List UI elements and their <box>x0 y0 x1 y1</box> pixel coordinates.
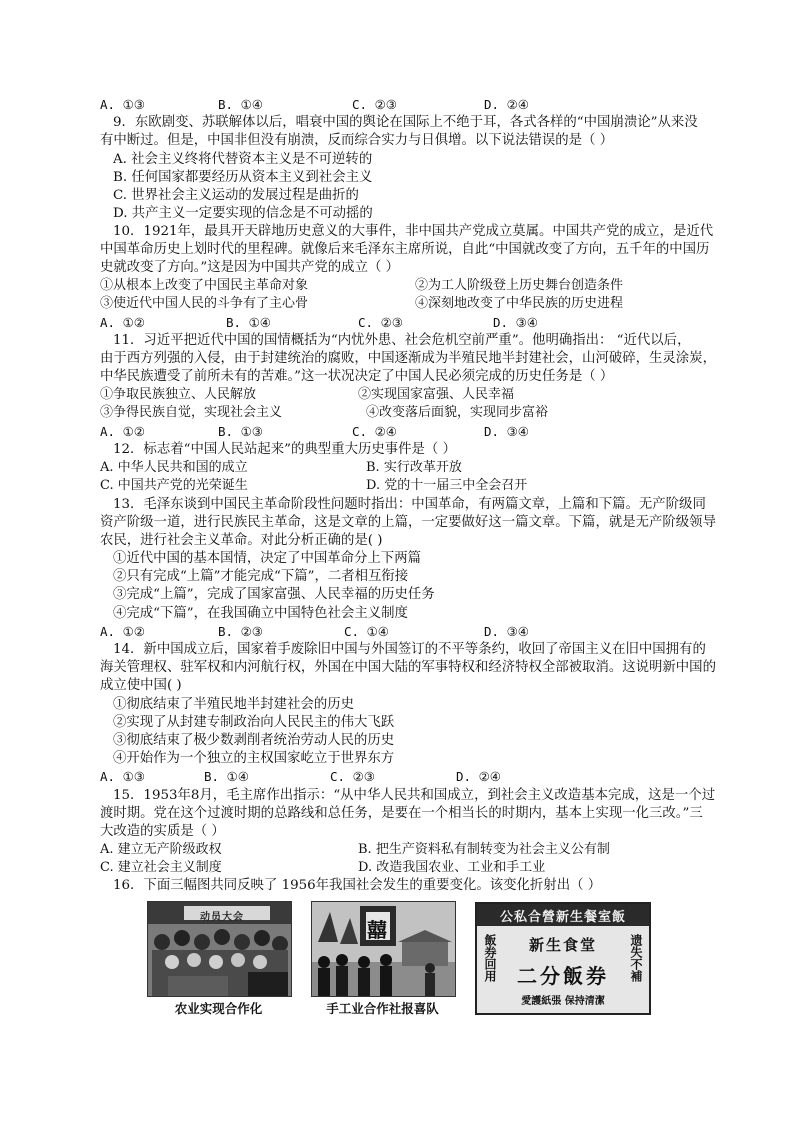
meal-ticket-center-main: 二分飯券 <box>517 964 609 988</box>
q15-stem-line3: 大改造的实质是（ ） <box>100 824 225 839</box>
q11-option-a: A. ①② <box>100 424 145 439</box>
q10-stem-line1: 10．1921年，最具开天辟地历史意义的大事件，非中国共产党成立莫属。中国共产党的成立，是近代 <box>113 224 714 239</box>
q12-option-b: B. 实行改革开放 <box>366 460 462 475</box>
q8-option-a: A. ①③ <box>100 97 145 112</box>
q10-item-2: ②为工人阶级登上历史舞台创造条件 <box>415 278 624 293</box>
q13-item-3: ③完成“上篇”，完成了国家富强、人民幸福的历史任务 <box>113 587 435 602</box>
q12-stem: 12．标志着“中国人民站起来”的典型重大历史事件是（ ） <box>113 442 456 457</box>
q11-stem-line1: 11．习近平把近代中国的国情概括为“内忧外患、社会危机空前严重”。他明确指出： “近代以后， <box>113 333 691 348</box>
q11-option-b: B. ①③ <box>218 424 263 439</box>
q11-item-4: ④改变落后面貌，实现同步富裕 <box>366 405 549 420</box>
q14-item-4: ④开始作为一个独立的主权国家屹立于世界东方 <box>113 751 395 766</box>
q14-item-2: ②实现了从封建专制政治向人民民主的伟大飞跃 <box>113 715 395 730</box>
q8-option-c: C. ②③ <box>352 97 397 112</box>
q15-option-c: C. 建立社会主义制度 <box>100 860 222 875</box>
q10-option-d: D. ③④ <box>493 315 538 330</box>
q13-stem-line2: 资产阶级一道，进行民族民主革命，这是文章的上篇，一定要做好这一篇文章。下篇，就是无产阶级领导 <box>100 515 716 530</box>
meal-ticket-header: 公私合營新生餐室飯 <box>499 910 626 925</box>
q14-stem-line3: 成立使中国( ) <box>100 678 182 693</box>
q10-option-b: B. ①④ <box>226 315 271 330</box>
q11-stem-line3: 中华民族遭受了前所未有的苦难。”这一状况决定了中国人民必须完成的历史任务是（ ） <box>100 369 614 384</box>
q12-option-a: A. 中华人民共和国的成立 <box>100 460 248 475</box>
q9-option-d: D. 共产主义一定要实现的信念是不可动摇的 <box>113 206 373 221</box>
q15-stem-line2: 渡时期。党在这个过渡时期的总路线和总任务，是要在一个相当长的时期内，基本上实现一化三改。”三 <box>100 806 703 821</box>
q13-item-4: ④完成“下篇”，在我国确立中国特色社会主义制度 <box>113 606 408 621</box>
meal-ticket-center-top: 新生食堂 <box>528 936 597 954</box>
q11-stem-line2: 由于西方列强的入侵，由于封建统治的腐败，中国逐渐成为半殖民地半封建社会，山河破碎，生灵涂炭， <box>100 351 716 366</box>
q9-option-a: A. 社会主义终将代替资本主义是不可逆转的 <box>113 152 373 167</box>
meal-ticket-footer: 愛護紙張 保持清潔 <box>521 996 605 1007</box>
photo1-banner-text: 动员大会 <box>200 912 244 923</box>
q15-option-b: B. 把生产资料私有制转变为社会主义公有制 <box>358 842 610 857</box>
q16-stem: 16．下面三幅图共同反映了 1956年我国社会发生的重要变化。该变化折射出（ ） <box>113 878 602 893</box>
q13-stem-line1: 13．毛泽东谈到中国民主革命阶段性问题时指出：中国革命，有两篇文章，上篇和下篇。无产阶级同 <box>113 497 706 512</box>
q10-option-c: C. ②③ <box>358 315 403 330</box>
q10-stem-line3: 史就改变了方向。”这是因为中国共产党的成立（ ） <box>100 260 399 275</box>
caption-handicraft-cooperative: 手工业合作社报喜队 <box>326 1001 439 1016</box>
q11-item-1: ①争取民族独立、人民解放 <box>100 387 257 402</box>
q8-option-d: D. ②④ <box>484 97 529 112</box>
q11-item-3: ③争得民族自觉，实现社会主义 <box>100 405 283 420</box>
q10-option-a: A. ①② <box>100 315 145 330</box>
q15-option-a: A. 建立无产阶级政权 <box>100 842 222 857</box>
q10-item-3: ③使近代中国人民的斗争有了主心骨 <box>100 296 309 311</box>
q14-option-d: D. ②④ <box>456 769 501 784</box>
photo2-sign-text: 囍 <box>367 918 387 942</box>
q12-option-d: D. 党的十一届三中全会召开 <box>366 478 528 493</box>
q14-option-a: A. ①③ <box>100 769 145 784</box>
q9-stem-line1: 9．东欧剧变、苏联解体以后，唱衰中国的舆论在国际上不绝于耳，各式各样的“中国崩溃论”从来没 <box>113 115 698 130</box>
meal-ticket-image <box>475 902 651 1015</box>
q14-stem-line2: 海关管理权、驻军权和内河航行权，外国在中国大陆的军事特权和经济特权全部被取消。这说明新中国的 <box>100 660 716 675</box>
q14-stem-line1: 14．新中国成立后，国家着手废除旧中国与外国签订的不平等条约，收回了帝国主义在旧中国拥有的 <box>113 642 706 657</box>
q13-item-1: ①近代中国的基本国情，决定了中国革命分上下两篇 <box>113 551 421 566</box>
q11-item-2: ②实现国家富强、人民幸福 <box>358 387 515 402</box>
q14-option-b: B. ①④ <box>204 769 249 784</box>
q11-option-d: D. ③④ <box>484 424 529 439</box>
q14-item-1: ①彻底结束了半殖民地半封建社会的历史 <box>113 697 355 712</box>
q15-option-d: D. 改造我国农业、工业和手工业 <box>358 860 546 875</box>
q9-option-c: C. 世界社会主义运动的发展过程是曲折的 <box>113 188 359 203</box>
q13-option-a: A. ①② <box>100 624 145 639</box>
q8-option-b: B. ①④ <box>218 97 263 112</box>
q14-option-c: C. ②③ <box>330 769 375 784</box>
q9-stem-line2: 有中断过。但是，中国非但没有崩溃，反而综合实力与日俱增。以下说法错误的是（ ） <box>100 133 614 148</box>
photo-handicraft-cooperative <box>311 901 456 997</box>
q11-option-c: C. ②④ <box>352 424 397 439</box>
q13-option-c: C. ①④ <box>344 624 389 639</box>
q10-stem-line2: 中国革命历史上划时代的里程碑。就像后来毛泽东主席所说，自此“中国就改变了方向，五千年的中国历 <box>100 242 710 257</box>
q14-item-3: ③彻底结束了极少数剥削者统治劳动人民的历史 <box>113 733 395 748</box>
q9-option-b: B. 任何国家都要经历从资本主义到社会主义 <box>113 170 373 185</box>
q15-stem-line1: 15．1953年8月，毛主席作出指示：“从中华人民共和国成立，到社会主义改造基本完成，这是一个过 <box>113 788 716 803</box>
q10-item-4: ④深刻地改变了中华民族的历史进程 <box>415 296 624 311</box>
q13-option-d: D. ③④ <box>484 624 529 639</box>
q10-item-1: ①从根本上改变了中国民主革命对象 <box>100 278 309 293</box>
q13-item-2: ②只有完成“上篇”才能完成“下篇”，二者相互衔接 <box>113 569 409 584</box>
q13-stem-line3: 农民，进行社会主义革命。对此分析正确的是( ) <box>100 533 383 548</box>
photo-agricultural-cooperation <box>147 901 292 997</box>
caption-agricultural-cooperation: 农业实现合作化 <box>174 1001 263 1016</box>
meal-ticket-left-column: 飯券回用 <box>483 934 497 982</box>
meal-ticket-right-column: 遗失不補 <box>629 934 643 982</box>
q12-option-c: C. 中国共产党的光荣诞生 <box>100 478 248 493</box>
q13-option-b: B. ②③ <box>218 624 263 639</box>
